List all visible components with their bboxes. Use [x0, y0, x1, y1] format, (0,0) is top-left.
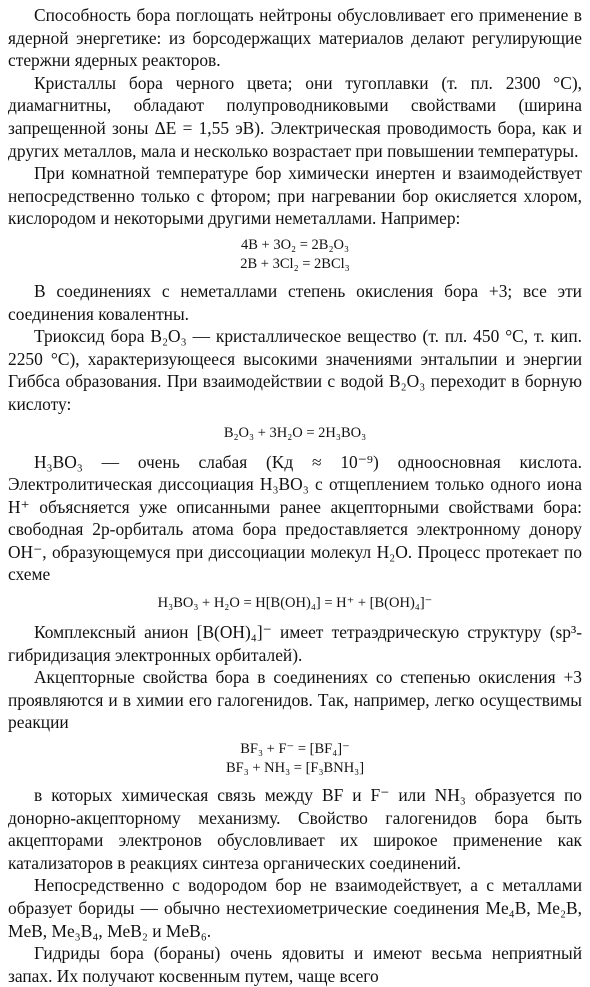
- equation-bf3-fluoride: BF₃ + F⁻ = [BF₄]⁻: [240, 741, 350, 758]
- paragraph-crystal-properties: Кристаллы бора черного цвета; они тугоплавки (т. пл. 2300 °С), диамагнитны, обладают полупроводниковыми свойствами (ширина запрещенной зоны ΔE = 1,55 эВ). Электрическая проводимость бора, как и других металлов, мала и несколько возрастает при повышении температуры.: [8, 72, 582, 161]
- paragraph-boranes: Гидриды бора (бораны) очень ядовиты и имеют весьма неприятный запах. Их получают косвенным путем, чаще всего: [8, 943, 582, 986]
- equation-bf3-ammonia: BF₃ + NH₃ = [F₃BNH₃]: [225, 760, 365, 777]
- equation-group-boric-acid: [8, 424, 582, 443]
- equation-group-dissociation: [8, 594, 582, 613]
- paragraph-chemical-inertness: При комнатной температуре бор химически инертен и взаимодействует непосредственно только с фтором; при нагревании бор окисляется хлором, кислородом и некоторыми другими неметаллами. Например:: [8, 163, 582, 229]
- paragraph-boron-trioxide: Триоксид бора B₂O₃ — кристаллическое вещество (т. пл. 450 °С, т. кип. 2250 °С), характеризующееся высокими значениями энтальпии и энергии Гиббса образования. При взаимодействии с водой B₂O₃ переходит в борную кислоту:: [8, 326, 582, 414]
- equation-group-halides: [8, 740, 582, 778]
- paragraph-neutron-absorption: Способность бора поглощать нейтроны обусловливает его применение в ядерной энергетике: из борсодержащих материалов делают регулирующие стержни ядерных реакторов.: [8, 5, 582, 71]
- equation-boric-acid-formation: B₂O₃ + 3H₂O = 2H₃BO₃: [223, 424, 367, 441]
- paragraph-boric-acid-dissociation: H₃BO₃ — очень слабая (Kд ≈ 10⁻⁹) одноосновная кислота. Электролитическая диссоциация H₃BO₃ с отщеплением только одного иона H⁺ объясняется уже описанными ранее акцепторными свойствами бора: свободная 2p-орбиталь атома бора предоставляется электронному донору OH⁻, образующемуся при диссоциации молекул H₂O. Процесс протекает по схеме: [8, 451, 582, 585]
- equation-group-oxidation: [8, 236, 582, 274]
- paragraph-donor-acceptor: в которых химическая связь между BF и F⁻ или NH₃ образуется по донорно-акцепторному механизму. Свойство галогенидов бора быть акцепторами электронов обусловливает их широкое применение как катализаторов в реакциях синтеза органических соединений.: [8, 785, 582, 873]
- equation-boron-chlorine: 2B + 3Cl₂ = 2BCl₃: [240, 255, 350, 272]
- paragraph-borides: Непосредственно с водородом бор не взаимодействует, а с металлами образует бориды — обычно нестехиометрические соединения Me₄B, Me₂B, MeB, Me₃B₄, MeB₂ и MeB₆.: [8, 875, 582, 941]
- equation-boron-oxygen: 4B + 3O₂ = 2B₂O₃: [240, 236, 350, 253]
- paragraph-complex-anion: Комплексный анион [B(OH)₄]⁻ имеет тетраэдрическую структуру (sp³-гибридизация электронных орбиталей).: [8, 622, 582, 665]
- paragraph-acceptor-properties: Акцепторные свойства бора в соединениях со степенью окисления +3 проявляются и в химии его галогенидов. Так, например, легко осуществимы реакции: [8, 667, 582, 733]
- paragraph-oxidation-state: В соединениях с неметаллами степень окисления бора +3; все эти соединения ковалентны.: [8, 280, 582, 324]
- equation-dissociation-scheme: H₃BO₃ + H₂O = H[B(OH)₄] = H⁺ + [B(OH)₄]⁻: [157, 595, 433, 612]
